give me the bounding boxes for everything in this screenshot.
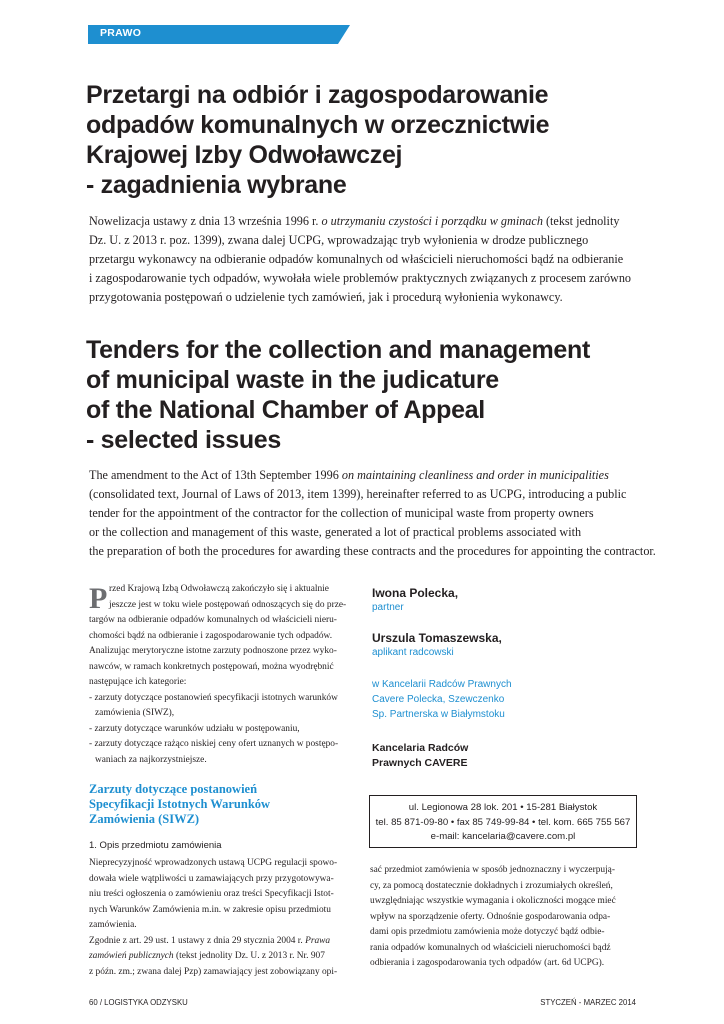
lead-line: tender for the appointment of the contractor for the collection of municipal waste from property owners [89,506,594,520]
dropcap: P [89,582,108,615]
lead-paragraph-pl [89,212,649,307]
title-line: Przetargi na odbiór i zagospodarowanie [86,81,549,109]
body-line: jeszcze jest w toku wiele postępowań odnoszących się do prze- [109,599,347,610]
footer-issue-date: STYCZEŃ - MARZEC 2014 [540,998,636,1007]
body-line: cy, za pomocą dostatecznie dokładnych i zrozumiałych określeń, [370,880,613,891]
body-line: wpływ na sporządzenie oferty. Odnośnie gospodarowania odpa- [370,911,611,922]
body-line: Zgodnie z art. 29 ust. 1 ustawy z dnia 29 stycznia 2004 r. Prawa [89,935,331,946]
body-line: waniach za najkorzystniejsze. [95,754,207,765]
lead-line: or the collection and management of this waste, generated a lot of practical problems associated with [89,525,582,539]
firm-name: Prawnych CAVERE [372,757,468,769]
body-line: chomości bądź na odbieranie i zagospodarowanie tych odpadów. [89,630,333,641]
body-line: nawców, w ramach konkretnych postępowań, można wyodrębnić [89,661,334,672]
body-line: rzed Krajową Izbą Odwoławczą zakończyło się i aktualnie [109,584,329,594]
author-role: aplikant radcowski [372,647,454,658]
affiliation-line: Sp. Partnerska w Białymstoku [372,709,505,720]
contact-address: ul. Legionowa 28 lok. 201 • 15-281 Białystok [408,802,598,813]
title-line: Krajowej Izby Odwoławczej [86,141,403,169]
author-name: Urszula Tomaszewska, [372,631,502,645]
firm-name: Kancelaria Radców [372,742,469,754]
title-line: Tenders for the collection and management [86,336,590,364]
body-line: dowała wiele wątpliwości u zamawiających przy przygotowywa- [89,873,334,884]
section-tag-bar [88,25,338,44]
heading-line: Zarzuty dotyczące postanowień [89,782,258,796]
lead-line: Nowelizacja ustawy z dnia 13 września 1996 r. o utrzymaniu czystości i porządku w gminach (tekst jednolity [89,214,620,228]
author-name: Iwona Polecka, [372,586,459,600]
lead-line: (consolidated text, Journal of Laws of 2013, item 1399), hereinafter referred to as UCPG, introducing a public [89,487,627,501]
article-title-en [86,335,666,455]
body-line: Analizując merytoryczne istotne zarzuty podnoszone przez wyko- [89,646,337,656]
footer-page-info: 60 / LOGISTYKA ODZYSKU [89,998,188,1007]
body-line: dami opis przedmiotu zamówienia może dotyczyć bądź odbie- [370,927,605,937]
body-line: Nieprecyzyjność wprowadzonych ustawą UCPG regulacji spowo- [89,858,338,868]
contact-box [369,795,637,848]
body-line: rania odpadów komunalnych od właścicieli nieruchomości bądź [370,942,611,953]
body-section [89,856,355,980]
author-role: partner [372,602,404,613]
heading-line: Specyfikacji Istotnych Warunków [89,797,271,811]
body-line: niu treści ogłoszenia o zamówieniu oraz treści Specyfikacji Istot- [89,889,334,899]
article-title-pl [86,80,646,200]
title-line: odpadów komunalnych w orzecznictwie [86,111,550,139]
body-line: - zarzuty dotyczące warunków udziału w postępowaniu, [89,723,300,734]
body-line: zamówienia. [89,920,137,930]
title-line: of the National Chamber of Appeal [86,396,485,424]
affiliation-line: Cavere Polecka, Szewczenko [372,694,505,705]
contact-email[interactable]: e-mail: kancelaria@cavere.com.pl [430,831,576,842]
subheading: 1. Opis przedmiotu zamówienia [89,840,222,851]
lead-line: przygotowania postępowań o udzielenie tych zamówień, jak i procedurą wyłonienia wykonawcy. [89,290,563,304]
body-line: zamówień publicznych (tekst jednolity Dz. U. z 2013 r. Nr. 907 [89,951,325,961]
lead-line: Dz. U. z 2013 r. poz. 1399), zwana dalej UCPG, wprowadzając tryb wyłonienia w drodze publicznego [89,233,589,247]
body-line: targów na odbieranie odpadów komunalnych od właścicieli nieru- [89,615,337,625]
body-line: - zarzuty dotyczące postanowień specyfikacji istotnych warunków [89,692,338,703]
lead-line: The amendment to the Act of 13th September 1996 on maintaining cleanliness and order in municipalities [89,468,609,482]
body-line: sać przedmiot zamówienia w sposób jednoznaczny i wyczerpują- [370,865,615,875]
section-tag: PRAWO [100,27,142,39]
body-line: z późn. zm.; zwana dalej Pzp) zamawiający jest zobowiązany opi- [89,966,338,977]
title-line: of municipal waste in the judicature [86,366,499,394]
body-line: zamówienia (SIWZ), [95,708,175,718]
body-line: nych Warunków Zamówienia m.in. w zakresie opisu przedmiotu [89,904,331,915]
contact-phones: tel. 85 871-09-80 • fax 85 749-99-84 • tel. kom. 665 755 567 [375,816,631,828]
section-heading [89,782,349,827]
authors-block [372,586,642,771]
lead-line: przetargu wykonawcy na odbieranie odpadów komunalnych od właścicieli nieruchomości bądź na odbieranie [89,252,624,266]
lead-line: the preparation of both the procedures for awarding these contracts and the procedures for appointing the contractor. [89,544,656,558]
body-line: następujące ich kategorie: [89,677,187,687]
body-right [370,863,636,972]
body-intro [89,582,355,768]
lead-paragraph-en [89,466,679,561]
heading-line: Zamówienia (SIWZ) [89,812,200,826]
body-line: odbierania i zagospodarowania tych odpadów (art. 6d UCPG). [370,958,605,968]
body-line: - zarzuty dotyczące rażąco niskiej ceny ofert uznanych w postępo- [89,739,339,749]
title-line: - selected issues [86,426,282,454]
title-line: - zagadnienia wybrane [86,171,347,199]
affiliation-line: w Kancelarii Radców Prawnych [372,679,512,690]
body-line: uwzględniając wszystkie wymagania i okoliczności mogące mieć [370,896,616,906]
lead-line: i zagospodarowanie tych odpadów, wywołała wiele problemów praktycznych związanych z procesem zarówno [89,271,632,285]
